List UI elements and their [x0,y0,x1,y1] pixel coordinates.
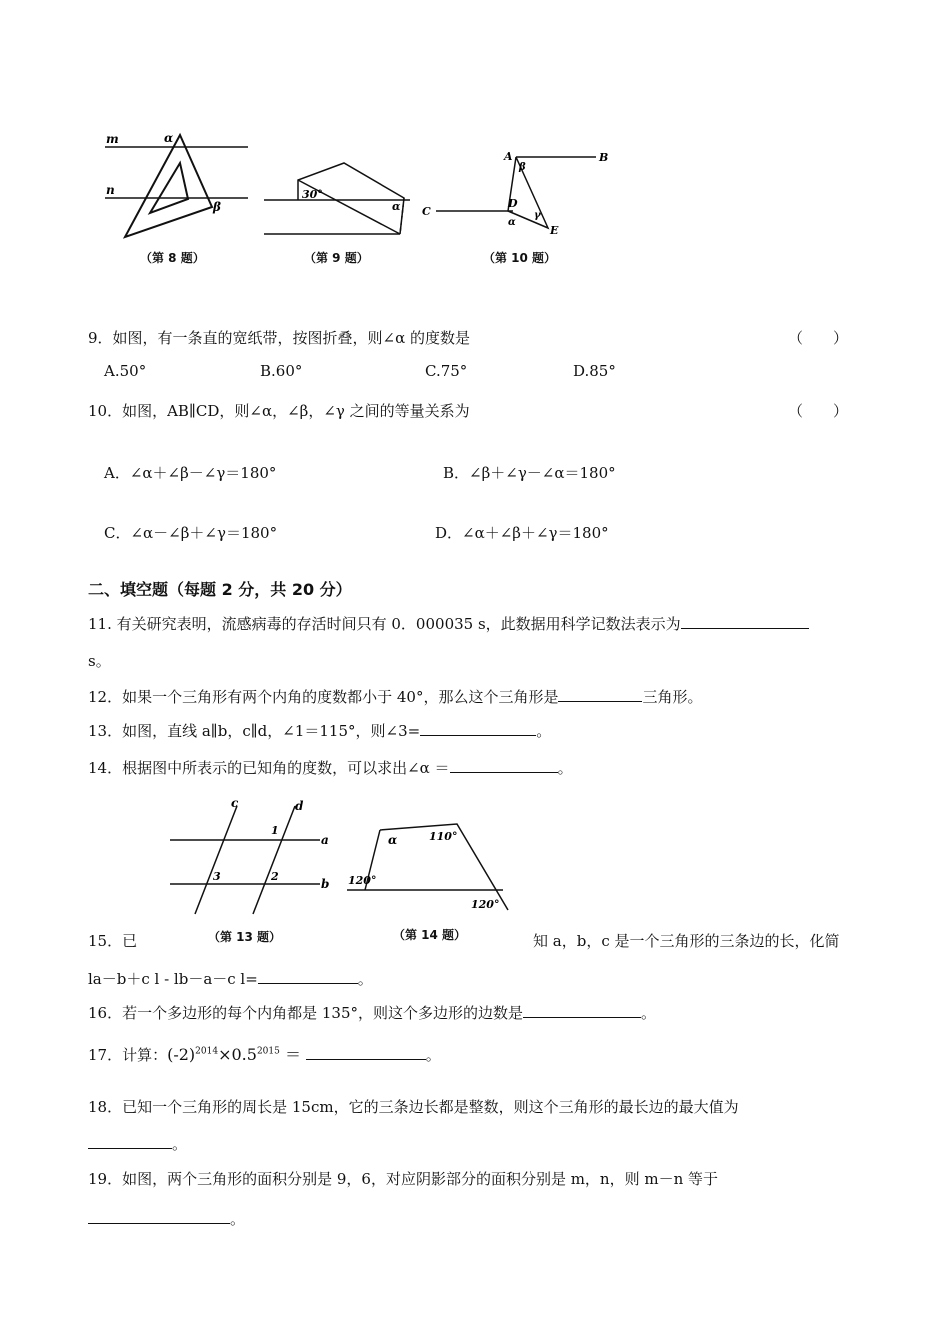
fig10-label-alpha: α [508,217,516,228]
q17-expression [167,1045,301,1064]
q19-stem: 19．如图，两个三角形的面积分别是 9，6，对应阴影部分的面积分别是 m，n，则 m－n 等于 [88,1170,719,1188]
q17-eq: ＝ [284,1045,301,1064]
q15-answer-blank[interactable] [258,969,358,984]
q15-line2 [88,968,373,989]
q18-stem: 18．已知一个三角形的周长是 15cm，它的三条边长都是整数，则这个三角形的最长边的最大值为 [88,1098,739,1116]
figure-8 [100,125,250,245]
q17-tail: 。 [425,1046,441,1064]
fig14-label-120-right: 120° [471,898,500,911]
q10-option-a: A．∠α＋∠β－∠γ＝180° [104,464,277,482]
q14-stem [88,757,573,778]
fig13-caption: （第 13 题） [208,930,282,944]
fig13-label-d: d [295,799,304,813]
q11-unit: s。 [88,652,111,670]
q18-answer-line [88,1133,187,1154]
q14-text: 14．根据图中所表示的已知角的度数，可以求出∠α ＝ [88,759,450,777]
fig10-label-gamma: γ [534,210,541,221]
q10-option-b: B．∠β＋∠γ－∠α＝180° [443,464,616,482]
q17-base: (-2) [167,1045,196,1064]
section-2-heading: 二、填空题（每题 2 分，共 20 分） [88,580,352,599]
fig14-label-110: 110° [429,830,458,843]
q12-text: 12．如果一个三角形有两个内角的度数都小于 40°，那么这个三角形是 [88,688,559,706]
q18-tail: 。 [172,1135,188,1153]
q11-text: 11. 有关研究表明，流感病毒的存活时间只有 0．000035 s，此数据用科学记数法表示为 [88,615,681,633]
fig14-label-alpha: α [388,833,398,847]
q13-answer-blank[interactable] [420,721,536,736]
fig13-label-c: c [231,798,239,810]
fig13-label-3: 3 [213,870,221,883]
q9-stem: 9．如图，有一条直的宽纸带，按图折叠，则∠α 的度数是 [88,329,471,347]
figure-9 [262,158,412,240]
q18-answer-blank[interactable] [88,1134,172,1149]
fig8-label-alpha: α [164,131,174,145]
q19-answer-line [88,1208,245,1229]
q9-option-c: C.75° [425,362,468,380]
q16-text: 16．若一个多边形的每个内角都是 135°，则这个多边形的边数是 [88,1004,523,1022]
q10-option-c: C．∠α－∠β＋∠γ＝180° [104,524,278,542]
fig13-label-b: b [321,877,330,891]
q16-stem [88,1002,656,1023]
fig8-label-m: m [106,132,119,146]
figure-14 [345,818,520,918]
q17-text: 17．计算： [88,1046,168,1064]
q16-answer-blank[interactable] [523,1003,641,1018]
fig10-label-E: E [550,224,559,237]
fig10-label-C: C [422,205,431,218]
q12-answer-blank[interactable] [558,687,642,702]
q15-tail: 。 [357,970,373,988]
q13-text: 13．如图，直线 a∥b，c∥d，∠1＝115°，则∠3= [88,722,421,740]
figure-13 [165,798,340,916]
q12-tail: 三角形。 [642,688,703,706]
fig9-caption: （第 9 题） [304,251,369,265]
fig9-label-30: 30° [302,188,323,201]
q13-stem [88,720,551,741]
q9-answer-paren: （ ） [788,329,849,347]
q17-times: ×0.5 [218,1045,257,1064]
q16-tail: 。 [641,1004,657,1022]
q19-tail: 。 [230,1210,246,1228]
fig10-caption: （第 10 题） [483,251,557,265]
fig10-label-A: A [504,150,513,163]
fig10-label-B: B [599,151,609,164]
q17-stem [88,1042,441,1065]
fig8-caption: （第 8 题） [140,251,205,265]
q17-answer-blank[interactable] [306,1045,426,1060]
q15-start: 15．已 [88,932,138,950]
q9-option-a: A.50° [104,362,147,380]
fig14-label-120-left: 120° [348,874,377,887]
fig10-label-beta: β [519,162,526,173]
q13-tail: 。 [536,722,552,740]
q10-stem: 10．如图，AB∥CD，则∠α，∠β，∠γ 之间的等量关系为 [88,402,470,420]
q11-stem [88,613,809,634]
fig9-label-alpha: α [392,200,401,213]
q17-exp1: 2014 [195,1046,219,1057]
fig14-caption: （第 14 题） [393,928,467,942]
fig13-label-1: 1 [271,824,279,837]
q15-expression: la－b＋c l - lb－a－c l= [88,970,258,988]
q9-option-b: B.60° [260,362,303,380]
q19-answer-blank[interactable] [88,1209,230,1224]
q14-tail: 。 [557,759,573,777]
q12-stem [88,686,702,707]
q17-exp2: 2015 [256,1046,280,1057]
fig10-label-D: D [508,197,518,210]
figure-10 [418,148,618,243]
q10-answer-paren: （ ） [788,402,849,420]
fig13-label-2: 2 [271,870,279,883]
fig8-label-beta: β [213,200,221,214]
fig13-label-a: a [321,833,329,847]
fig8-label-n: n [106,183,115,197]
q11-answer-blank[interactable] [681,614,809,629]
q15-end: 知 a，b，c 是一个三角形的三条边的长，化简 [533,932,840,950]
q10-option-d: D．∠α＋∠β＋∠γ＝180° [435,524,609,542]
q14-answer-blank[interactable] [450,758,558,773]
q9-option-d: D.85° [573,362,616,380]
